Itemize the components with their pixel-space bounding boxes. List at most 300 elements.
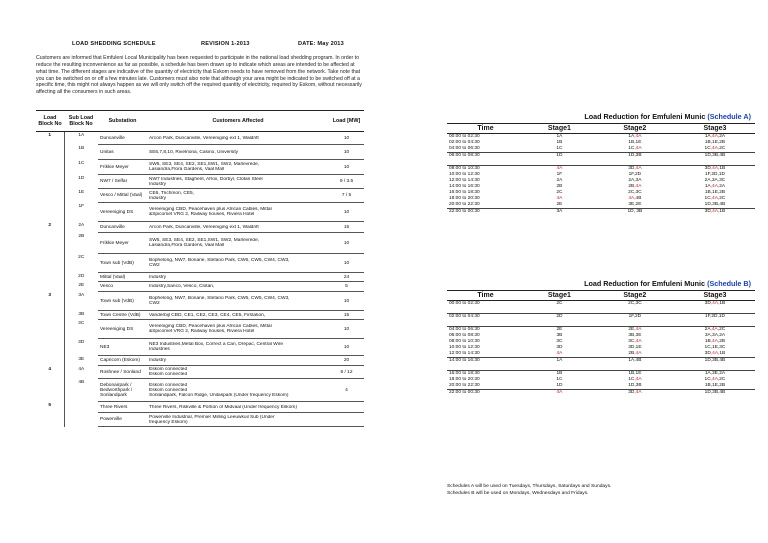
block-code: 1B <box>628 371 635 376</box>
stage3-cell <box>675 314 755 327</box>
block-code: 3C <box>628 339 635 344</box>
load-shedding-table <box>36 110 364 427</box>
time-slot-cell: 00:00 to 02:30 <box>447 134 524 141</box>
header-customers: Customers Affected <box>147 111 329 132</box>
block-code: 3D <box>704 301 711 306</box>
block-code: 1D <box>704 153 711 158</box>
table-row <box>36 145 364 160</box>
time-slot-cell: 02:00 to 04:30 <box>447 314 524 327</box>
block-code: ,4A <box>634 184 642 189</box>
time-slot-cell: 08:00 to 10:30 <box>447 166 524 173</box>
load-mw-cell: 15 <box>329 311 364 320</box>
customers-line: Bophelong, NW7, Bonane, Stefano Park, CW6, CW5, CW4, CW3, <box>149 258 290 263</box>
block-code: ,4A <box>710 377 718 382</box>
customers-cell <box>147 413 329 427</box>
customers-line: Bophelong, NW7, Bonane, Stefano Park, CW6, CW5, CW4, CW3, <box>149 296 290 301</box>
load-block-cell <box>36 145 64 160</box>
block-code: 4A <box>556 390 563 395</box>
revision-label: REVISION 1-2013 <box>201 41 250 47</box>
block-code: 3D <box>628 345 635 350</box>
customers-line: CE6, Trichmon, CE5, <box>149 190 195 196</box>
block-code: 1F <box>628 314 634 319</box>
load-mw-cell: 4 <box>329 379 364 402</box>
block-code: 2E <box>556 327 563 332</box>
block-code: ,3C <box>634 301 642 306</box>
block-code: ,1D <box>717 172 725 177</box>
block-code: ,3C <box>717 178 726 183</box>
customers-line: Vereeniging CBD, Peacehaven plus African Cables, Mittal <box>149 207 272 212</box>
block-code: ,4A <box>634 390 642 395</box>
substation-cell: Town sub (VdB) <box>98 254 147 273</box>
block-code: ,3B <box>710 202 719 207</box>
block-code: ,2A <box>717 184 726 189</box>
block-code: ,1D <box>717 314 725 319</box>
block-code: ,3A <box>634 178 642 183</box>
schedule-a-title-accent: (Schedule A) <box>707 112 751 121</box>
load-mw-cell: 10 <box>329 339 364 356</box>
block-code: ,4A <box>710 351 719 356</box>
table-row <box>36 222 364 233</box>
block-code: 4A <box>556 196 563 201</box>
block-code: ,1E <box>710 383 718 388</box>
block-code: 1B <box>704 190 711 195</box>
sub-block-cell: 3A <box>78 292 85 298</box>
stage2-cell <box>595 390 675 403</box>
load-block-cell <box>36 254 64 273</box>
block-code: 3D <box>628 166 635 171</box>
block-code: ,4A <box>634 351 642 356</box>
stage1-cell <box>524 390 595 403</box>
sub-block-cell: 1B <box>78 145 85 151</box>
substation-cell: Duncanville <box>98 222 147 233</box>
schedule-b <box>447 278 755 403</box>
block-code: ,4A <box>634 327 642 332</box>
schedule-a <box>447 111 755 222</box>
customers-line: Vanderbijl CBD, CE1, CE2, CE3, CE4, CE5, Firstation, <box>149 312 266 318</box>
block-code: 1A <box>704 134 711 139</box>
substation-cell: Frikkie Meyer <box>98 233 147 254</box>
block-code: ,3B <box>634 383 642 388</box>
time-slot-cell: 10:00 to 12:30 <box>449 172 480 177</box>
sub-block-cell: 3E <box>78 356 85 362</box>
schedule-b-header-stage3: Stage3 <box>675 291 755 301</box>
block-code: 1D <box>556 153 563 158</box>
stage1-cell <box>524 209 595 222</box>
block-code: 2C <box>556 190 563 195</box>
schedule-b-title <box>447 278 755 290</box>
customers-line: Lasiandra,Flora Gardens, Vaal Mall <box>149 243 225 248</box>
block-code: ,3E <box>710 371 718 376</box>
block-code: 1C <box>628 377 635 382</box>
schedule-b-table <box>447 290 755 403</box>
load-mw-cell: 10 <box>329 292 364 311</box>
block-code: 4A <box>556 351 563 356</box>
sub-block-cell: 3C <box>78 320 85 326</box>
block-code: 2B <box>628 184 635 189</box>
block-code: ,3B <box>710 358 719 363</box>
time-slot-cell: 16:00 to 18:30 <box>449 190 480 195</box>
customers-line: Industry <box>149 195 167 201</box>
block-code: ,2A <box>717 333 726 338</box>
block-code: 1C <box>704 146 711 151</box>
block-code: 1A <box>628 134 635 139</box>
block-code: ,4A <box>634 166 642 171</box>
time-slot-cell: 04:00 to 06:30 <box>449 146 480 151</box>
stage2-cell <box>595 153 675 166</box>
block-code: ,4A <box>710 209 719 214</box>
time-slot-cell: 08:00 to 10:30 <box>449 339 480 344</box>
block-code: ,4A <box>634 146 642 151</box>
block-code: ,2B <box>717 140 726 145</box>
block-code: ,4A <box>710 339 718 344</box>
customers-cell <box>147 273 329 282</box>
block-code: ,3B <box>710 390 719 395</box>
time-slot-cell: 04:00 to 06:30 <box>447 327 524 334</box>
load-mw-cell: 10 <box>329 233 364 254</box>
time-slot-cell: 00:00 to 02:30 <box>447 301 524 314</box>
substation-cell: Powerville <box>98 413 147 427</box>
substation-cell: Roshnee / Sonland <box>98 366 147 379</box>
schedule-b-header-row <box>447 291 755 301</box>
load-block-cell <box>36 273 64 282</box>
time-slot-cell: 10:00 to 12:30 <box>449 345 480 350</box>
substation-cell: Town sub (VdB) <box>98 292 147 311</box>
schedule-b-title-accent: (Schedule B) <box>707 279 751 288</box>
schedule-notes <box>447 483 611 497</box>
block-code: 1C <box>704 196 711 201</box>
block-code: 2A <box>704 327 711 332</box>
block-code: 2C <box>628 301 635 306</box>
schedule-row <box>447 314 755 327</box>
load-mw-cell: 10 <box>329 132 364 145</box>
time-slot-cell: 06:00 to 08:30 <box>447 153 524 166</box>
block-code: 1F <box>704 172 711 177</box>
stage1-cell <box>524 301 595 314</box>
block-code: 1A <box>704 184 711 189</box>
customers-cell <box>147 175 329 189</box>
sub-block-cell: 2E <box>78 282 85 288</box>
block-code: 1D <box>704 390 711 395</box>
customers-cell <box>147 366 329 379</box>
block-code: ,2C <box>717 196 726 201</box>
block-code: ,4B <box>718 358 726 363</box>
block-code: 1D <box>556 383 563 388</box>
stage2-cell <box>595 301 675 314</box>
customers-line: Industry,Sanco, Vesco, Clotan, <box>149 284 215 289</box>
block-code: ,3C <box>634 190 642 195</box>
table-row <box>36 379 364 402</box>
customers-line: Industry <box>149 181 167 187</box>
block-code: 2C <box>628 190 635 195</box>
schedule-b-title-prefix: Load Reduction for Emfuleni Munic <box>584 279 706 288</box>
substation-cell: Vereeniging DS <box>98 320 147 339</box>
substation-cell: NW7 / Selfar <box>98 175 147 189</box>
customers-line: CW2 <box>149 263 160 268</box>
table-header-row <box>36 111 364 132</box>
schedule-a-table <box>447 123 755 222</box>
block-code: ,2D <box>710 314 718 319</box>
customers-cell <box>147 160 329 175</box>
block-code: 2D <box>556 314 563 319</box>
time-slot-cell: 16:00 to 18:30 <box>447 371 524 378</box>
block-code: ,1B <box>718 301 726 306</box>
block-code: 1B <box>704 383 711 388</box>
schedule-row <box>447 358 755 371</box>
block-code: ,2E <box>634 202 642 207</box>
block-code: ,1E <box>710 140 718 145</box>
block-code: ,1B <box>718 209 726 214</box>
block-code: 2A <box>704 178 711 183</box>
block-code: ,4A <box>710 327 718 332</box>
table-row <box>36 273 364 282</box>
time-slot-cell: 20:00 to 22:30 <box>449 383 480 388</box>
stage3-cell <box>675 153 755 166</box>
header-sub-load-block: Sub Load Block No <box>64 111 98 132</box>
block-code: 3D <box>628 390 635 395</box>
block-code: 2E <box>556 202 563 207</box>
load-block-cell <box>36 311 64 320</box>
sub-block-cell: 4A <box>78 366 85 372</box>
table-row <box>36 233 364 254</box>
block-code: 2A <box>556 178 563 183</box>
load-block-cell: 1 <box>36 132 64 145</box>
block-code: 1A <box>556 134 563 139</box>
load-mw-cell: 15 <box>329 222 364 233</box>
block-code: ,2C <box>717 146 726 151</box>
sub-block-cell: 1D <box>78 175 85 181</box>
block-code: 2C <box>556 301 563 306</box>
block-code: 1A <box>556 358 563 363</box>
load-mw-cell: 9 / 3.5 <box>329 175 364 189</box>
table-row <box>36 254 364 273</box>
block-code: 3B <box>628 333 635 338</box>
block-code: 1B <box>704 339 711 344</box>
customers-line: Sonlandpark, Falcon Ridge, Unitaspark (Under frequency Eskom) <box>149 392 289 398</box>
block-code: 3D <box>704 351 711 356</box>
customers-cell <box>147 292 329 311</box>
block-code: 1B <box>556 140 563 145</box>
block-code: ,3B <box>634 153 642 158</box>
table-row <box>36 292 364 311</box>
load-mw-cell: 24 <box>329 273 364 282</box>
block-code: ,1E <box>634 345 642 350</box>
schedule-b-header-stage2: Stage2 <box>595 291 675 301</box>
customers-cell <box>147 282 329 292</box>
stage1-cell <box>524 358 595 371</box>
customers-line: Eskom connected <box>149 382 188 388</box>
block-code: ,1E <box>634 371 642 376</box>
table-row <box>36 189 364 203</box>
customers-line: Powerville Industrial, Premier Milling Leeuwkuil Sub (Under <box>149 414 275 420</box>
customers-line: Arcon Park, Duncanville, Vereeniging ext 1, Waldrift <box>149 224 259 230</box>
customers-line: Industries <box>149 347 170 352</box>
time-slot-cell: 14:00 to 16:30 <box>447 358 524 371</box>
time-slot-cell: 06:00 to 08:30 <box>449 333 480 338</box>
block-code: ,2C <box>717 327 726 332</box>
time-slot-cell: 12:00 to 14:30 <box>449 178 480 183</box>
block-code: ,1E <box>710 345 718 350</box>
block-code: ,4A <box>634 134 642 139</box>
block-code: ,4A <box>710 301 719 306</box>
date-label: DATE: May 2013 <box>298 41 344 47</box>
block-code: 2E <box>628 327 635 332</box>
sub-block-cell: 1C <box>78 160 85 166</box>
time-slot-cell: 12:00 to 14:30 <box>449 351 480 356</box>
stage3-cell <box>675 209 755 222</box>
block-code: ,2B <box>717 190 726 195</box>
customers-cell <box>147 356 329 366</box>
intro-paragraph: Customers are informed that Emfuleni Local Municipality has been requested to participate in the national load shedding program. In order to reduce the resulting inconvenience as far as possible, a schedule has been drawn up to indicate which areas are intended to be affected at what time. The different stages are indicative of the quantity of electricity that Eskom needs to have removed from the network. Take note that you can be switched on or off a few minutes late. Customers must also note that although your area might be indicated to be switched off at a specific time, this might not always happen as we will only switch off the required quantity of electricity, required by Eskom, without necessarily affecting all the consumers in such areas. <box>36 55 362 96</box>
load-block-cell <box>36 189 64 203</box>
substation-cell: Mittal (Vaal) <box>98 273 147 282</box>
sub-block-cell <box>64 402 98 413</box>
load-mw-cell <box>329 402 364 413</box>
customers-cell <box>147 339 329 356</box>
load-block-cell <box>36 175 64 189</box>
customers-line: NE3 Industries,Metal Box, Correct a Can, Drepac, Central Wire <box>149 342 284 347</box>
block-code: ,1B <box>718 351 726 356</box>
block-code: ,3E <box>634 333 642 338</box>
table-row <box>36 175 364 189</box>
block-code: ,1E <box>710 190 718 195</box>
block-code: ,4B <box>634 196 642 201</box>
block-code: ,2A <box>717 371 726 376</box>
block-code: ,2C <box>717 377 726 382</box>
schedule-a-title-prefix: Load Reduction for Emfuleni Munic <box>584 112 706 121</box>
block-code: 1C <box>704 345 711 350</box>
table-row <box>36 311 364 320</box>
load-mw-cell <box>329 413 364 427</box>
load-mw-cell: 20 <box>329 356 364 366</box>
stage3-cell <box>675 358 755 371</box>
load-block-cell <box>36 203 64 222</box>
block-code: 1D <box>627 209 634 214</box>
schedule-a-header-stage1: Stage1 <box>524 124 595 134</box>
sub-block-cell: 2C <box>78 254 85 260</box>
sub-block-cell: 1E <box>78 189 85 195</box>
block-code: ,4B <box>718 390 726 395</box>
block-code: ,1B <box>718 166 726 171</box>
block-code: 1D <box>704 358 711 363</box>
block-code: ,4B <box>634 358 642 363</box>
customers-line: &Spicomet VRG 2, Railway houses, Riviera Hotel <box>149 329 255 334</box>
note-schedule-a: Schedules A will be used on Tuesdays, Thursdays, Saturdays and Sundays. <box>447 484 612 489</box>
customers-line: SW5, SE3, SE4, SE2, SE1,SW1, SW2, Marlevrede, <box>149 238 260 243</box>
table-row <box>36 366 364 379</box>
time-slot-cell: 22:00 to 00:30 <box>447 390 524 403</box>
sub-block-cell: 2B <box>78 233 85 239</box>
substation-cell: Three Rivers <box>98 402 147 413</box>
load-block-cell: 2 <box>36 222 64 233</box>
block-code: ,2B <box>717 339 726 344</box>
load-mw-cell: 10 <box>329 320 364 339</box>
load-mw-cell: 10 <box>329 145 364 160</box>
customers-line: Lasiandra,Flora Gardens, Vaal Mall <box>149 167 225 172</box>
customers-line: SE6,7,8,10, Rivelriona, Casino, University <box>149 149 239 155</box>
schedule-b-header-stage1: Stage1 <box>524 291 595 301</box>
schedule-a-header-stage2: Stage2 <box>595 124 675 134</box>
block-code: 1C <box>704 377 711 382</box>
block-code: 4A <box>556 166 563 171</box>
stage1-cell <box>524 153 595 166</box>
block-code: 3D <box>556 345 563 350</box>
block-code: 1B <box>704 140 711 145</box>
table-row <box>36 203 364 222</box>
stage2-cell <box>595 314 675 327</box>
schedule-a-header-time: Time <box>447 124 524 134</box>
load-block-cell <box>36 339 64 356</box>
substation-cell: Duncanville <box>98 132 147 145</box>
customers-line: Eskom connected <box>149 372 188 377</box>
substation-cell: Debonairpark / Bedworthpark / Sonlandpark <box>98 379 147 402</box>
sub-block-cell: 3B <box>78 311 85 317</box>
schedule-a-title <box>447 111 755 123</box>
block-code: ,2B <box>717 383 726 388</box>
block-code: ,4B <box>718 153 726 158</box>
block-code: ,3A <box>710 333 718 338</box>
customers-cell <box>147 222 329 233</box>
block-code: ,3B <box>710 153 719 158</box>
load-mw-cell: 10 <box>329 160 364 175</box>
table-row <box>36 320 364 339</box>
load-mw-cell: 10 <box>329 254 364 273</box>
block-code: 1D <box>704 202 711 207</box>
block-code: 1A <box>704 371 711 376</box>
load-block-cell <box>36 282 64 292</box>
substation-cell: Frikkie Meyer <box>98 160 147 175</box>
time-slot-cell: 02:00 to 04:30 <box>449 140 480 145</box>
load-block-cell: 4 <box>36 366 64 379</box>
customers-line: Industry <box>149 358 167 363</box>
block-code: 1B <box>556 371 563 376</box>
load-mw-cell: 10 <box>329 203 364 222</box>
customers-cell <box>147 233 329 254</box>
sub-block-cell: 2A <box>78 222 85 228</box>
customers-line: Industry <box>149 274 167 280</box>
schedule-a-header-stage3: Stage3 <box>675 124 755 134</box>
block-code: 1C <box>556 377 563 382</box>
customers-cell <box>147 320 329 339</box>
block-code: 1A <box>628 358 635 363</box>
schedule-row <box>447 301 755 314</box>
table-row <box>36 356 364 366</box>
block-code: 1D <box>628 153 635 158</box>
load-mw-cell: 5 <box>329 282 364 292</box>
block-code: 2B <box>556 184 563 189</box>
block-code: 1C <box>628 146 635 151</box>
sub-block-cell: 2D <box>78 273 85 279</box>
customers-cell <box>147 132 329 145</box>
block-code: ,3A <box>710 178 718 183</box>
substation-cell: Vesco <box>98 282 147 292</box>
customers-line: Arcon Park, Duncanville, Vereeniging ext 1, Waldrift <box>149 135 259 141</box>
block-code: 2A <box>628 178 635 183</box>
sub-block-cell <box>64 413 98 427</box>
customers-line: Eskom connected <box>149 367 188 372</box>
substation-cell: NE3 <box>98 339 147 356</box>
block-code: ,4A <box>710 196 718 201</box>
block-code: ,4A <box>710 184 718 189</box>
customers-line: Vereeniging CBD, Peacehaven plus African Cables, Mittal <box>149 324 272 329</box>
load-block-cell <box>36 320 64 339</box>
block-code: ,2A <box>717 134 726 139</box>
load-block-cell: 3 <box>36 292 64 311</box>
load-mw-cell: 8 / 12 <box>329 366 364 379</box>
block-code: ,2D <box>633 172 642 177</box>
block-code: 3A <box>704 333 711 338</box>
note-schedule-b: Schedules B will be used on Mondays, Wednesdays and Fridays. <box>447 491 589 496</box>
block-code: 1C <box>556 146 563 151</box>
